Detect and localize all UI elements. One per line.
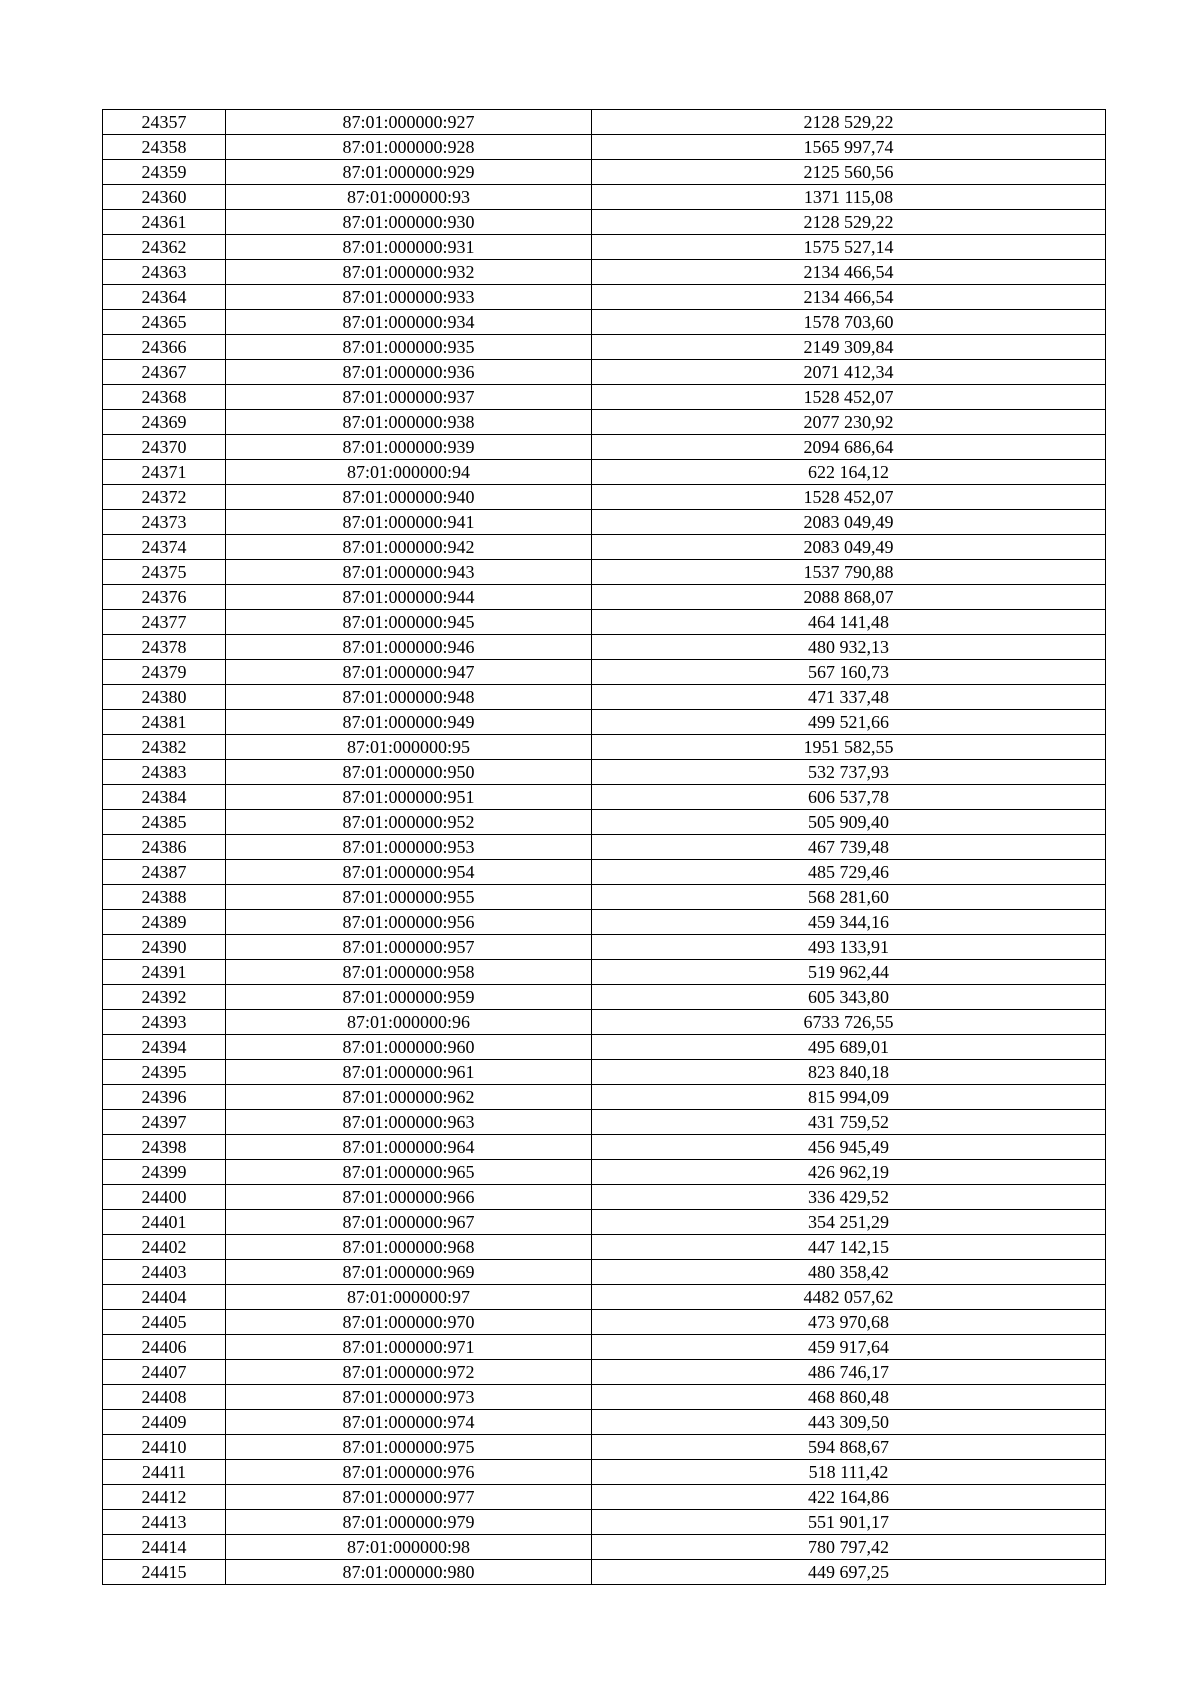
table-row xyxy=(103,1460,1106,1485)
cadastral-number-cell: 87:01:000000:931 xyxy=(226,235,592,260)
cadastral-value-cell: 567 160,73 xyxy=(592,660,1106,685)
cadastral-value-cell: 471 337,48 xyxy=(592,685,1106,710)
cadastral-value-cell: 499 521,66 xyxy=(592,710,1106,735)
table-row xyxy=(103,1185,1106,1210)
row-number-cell: 24385 xyxy=(103,810,226,835)
cadastral-number-cell: 87:01:000000:956 xyxy=(226,910,592,935)
table-row xyxy=(103,810,1106,835)
row-number-cell: 24394 xyxy=(103,1035,226,1060)
cadastral-value-cell: 1951 582,55 xyxy=(592,735,1106,760)
cadastral-number-cell: 87:01:000000:954 xyxy=(226,860,592,885)
cadastral-value-cell: 606 537,78 xyxy=(592,785,1106,810)
cadastral-value-cell: 2149 309,84 xyxy=(592,335,1106,360)
cadastral-number-cell: 87:01:000000:98 xyxy=(226,1535,592,1560)
cadastral-value-cell: 480 932,13 xyxy=(592,635,1106,660)
cadastral-number-cell: 87:01:000000:962 xyxy=(226,1085,592,1110)
row-number-cell: 24370 xyxy=(103,435,226,460)
row-number-cell: 24371 xyxy=(103,460,226,485)
table-row xyxy=(103,160,1106,185)
cadastral-number-cell: 87:01:000000:951 xyxy=(226,785,592,810)
table-row xyxy=(103,635,1106,660)
table-row xyxy=(103,785,1106,810)
row-number-cell: 24402 xyxy=(103,1235,226,1260)
cadastral-number-cell: 87:01:000000:946 xyxy=(226,635,592,660)
cadastral-number-cell: 87:01:000000:938 xyxy=(226,410,592,435)
cadastral-number-cell: 87:01:000000:972 xyxy=(226,1360,592,1385)
row-number-cell: 24378 xyxy=(103,635,226,660)
row-number-cell: 24376 xyxy=(103,585,226,610)
row-number-cell: 24384 xyxy=(103,785,226,810)
table-row xyxy=(103,610,1106,635)
row-number-cell: 24358 xyxy=(103,135,226,160)
table-row xyxy=(103,1235,1106,1260)
row-number-cell: 24403 xyxy=(103,1260,226,1285)
cadastral-value-cell: 594 868,67 xyxy=(592,1435,1106,1460)
row-number-cell: 24363 xyxy=(103,260,226,285)
table-row xyxy=(103,1485,1106,1510)
row-number-cell: 24414 xyxy=(103,1535,226,1560)
cadastral-number-cell: 87:01:000000:935 xyxy=(226,335,592,360)
cadastral-value-cell: 1537 790,88 xyxy=(592,560,1106,585)
row-number-cell: 24405 xyxy=(103,1310,226,1335)
cadastral-value-cell: 622 164,12 xyxy=(592,460,1106,485)
table-row xyxy=(103,1310,1106,1335)
cadastral-value-cell: 336 429,52 xyxy=(592,1185,1106,1210)
row-number-cell: 24357 xyxy=(103,110,226,135)
cadastral-value-cell: 505 909,40 xyxy=(592,810,1106,835)
cadastral-number-cell: 87:01:000000:980 xyxy=(226,1560,592,1585)
cadastral-value-cell: 2077 230,92 xyxy=(592,410,1106,435)
row-number-cell: 24407 xyxy=(103,1360,226,1385)
row-number-cell: 24397 xyxy=(103,1110,226,1135)
cadastral-value-cell: 1575 527,14 xyxy=(592,235,1106,260)
table-row xyxy=(103,535,1106,560)
table-row xyxy=(103,360,1106,385)
table-row xyxy=(103,1385,1106,1410)
cadastral-value-cell: 422 164,86 xyxy=(592,1485,1106,1510)
cadastral-number-cell: 87:01:000000:95 xyxy=(226,735,592,760)
table-row xyxy=(103,1110,1106,1135)
row-number-cell: 24361 xyxy=(103,210,226,235)
cadastral-number-cell: 87:01:000000:949 xyxy=(226,710,592,735)
cadastral-value-cell: 1528 452,07 xyxy=(592,385,1106,410)
table-row xyxy=(103,1335,1106,1360)
cadastral-number-cell: 87:01:000000:966 xyxy=(226,1185,592,1210)
table-row xyxy=(103,1035,1106,1060)
cadastral-value-cell: 2134 466,54 xyxy=(592,260,1106,285)
table-row xyxy=(103,860,1106,885)
row-number-cell: 24415 xyxy=(103,1560,226,1585)
cadastral-value-cell: 823 840,18 xyxy=(592,1060,1106,1085)
table-row xyxy=(103,835,1106,860)
table-row xyxy=(103,1410,1106,1435)
row-number-cell: 24393 xyxy=(103,1010,226,1035)
row-number-cell: 24383 xyxy=(103,760,226,785)
table-row xyxy=(103,710,1106,735)
table-row xyxy=(103,460,1106,485)
cadastral-value-cell: 480 358,42 xyxy=(592,1260,1106,1285)
table-row xyxy=(103,110,1106,135)
row-number-cell: 24389 xyxy=(103,910,226,935)
table-row xyxy=(103,1285,1106,1310)
cadastral-value-cell: 459 344,16 xyxy=(592,910,1106,935)
table-row xyxy=(103,660,1106,685)
row-number-cell: 24398 xyxy=(103,1135,226,1160)
row-number-cell: 24364 xyxy=(103,285,226,310)
row-number-cell: 24380 xyxy=(103,685,226,710)
row-number-cell: 24373 xyxy=(103,510,226,535)
cadastral-number-cell: 87:01:000000:929 xyxy=(226,160,592,185)
table-row xyxy=(103,1010,1106,1035)
table-row xyxy=(103,1060,1106,1085)
table-row xyxy=(103,260,1106,285)
table-row xyxy=(103,985,1106,1010)
cadastral-value-cell: 486 746,17 xyxy=(592,1360,1106,1385)
cadastral-number-cell: 87:01:000000:959 xyxy=(226,985,592,1010)
cadastral-number-cell: 87:01:000000:971 xyxy=(226,1335,592,1360)
cadastral-value-cell: 1578 703,60 xyxy=(592,310,1106,335)
table-row xyxy=(103,135,1106,160)
cadastral-value-cell: 2088 868,07 xyxy=(592,585,1106,610)
cadastral-value-cell: 532 737,93 xyxy=(592,760,1106,785)
cadastral-number-cell: 87:01:000000:940 xyxy=(226,485,592,510)
cadastral-number-cell: 87:01:000000:933 xyxy=(226,285,592,310)
table-row xyxy=(103,1135,1106,1160)
cadastral-value-cell: 443 309,50 xyxy=(592,1410,1106,1435)
row-number-cell: 24411 xyxy=(103,1460,226,1485)
table-row xyxy=(103,1210,1106,1235)
cadastral-number-cell: 87:01:000000:94 xyxy=(226,460,592,485)
cadastral-value-cell: 6733 726,55 xyxy=(592,1010,1106,1035)
row-number-cell: 24388 xyxy=(103,885,226,910)
cadastral-number-cell: 87:01:000000:948 xyxy=(226,685,592,710)
cadastral-value-cell: 447 142,15 xyxy=(592,1235,1106,1260)
table-row xyxy=(103,335,1106,360)
cadastral-value-cell: 4482 057,62 xyxy=(592,1285,1106,1310)
row-number-cell: 24390 xyxy=(103,935,226,960)
table-row xyxy=(103,560,1106,585)
cadastral-value-cell: 568 281,60 xyxy=(592,885,1106,910)
cadastral-value-cell: 473 970,68 xyxy=(592,1310,1106,1335)
table-row xyxy=(103,1435,1106,1460)
cadastral-value-cell: 2128 529,22 xyxy=(592,210,1106,235)
cadastral-number-cell: 87:01:000000:947 xyxy=(226,660,592,685)
cadastral-number-cell: 87:01:000000:968 xyxy=(226,1235,592,1260)
row-number-cell: 24372 xyxy=(103,485,226,510)
row-number-cell: 24412 xyxy=(103,1485,226,1510)
cadastral-number-cell: 87:01:000000:97 xyxy=(226,1285,592,1310)
cadastral-value-cell: 1565 997,74 xyxy=(592,135,1106,160)
cadastral-value-table xyxy=(102,109,1106,1585)
cadastral-number-cell: 87:01:000000:927 xyxy=(226,110,592,135)
cadastral-number-cell: 87:01:000000:976 xyxy=(226,1460,592,1485)
table-row xyxy=(103,385,1106,410)
table-row xyxy=(103,210,1106,235)
cadastral-number-cell: 87:01:000000:953 xyxy=(226,835,592,860)
cadastral-value-cell: 495 689,01 xyxy=(592,1035,1106,1060)
table-row xyxy=(103,685,1106,710)
cadastral-number-cell: 87:01:000000:930 xyxy=(226,210,592,235)
row-number-cell: 24401 xyxy=(103,1210,226,1235)
table-row xyxy=(103,185,1106,210)
cadastral-value-cell: 780 797,42 xyxy=(592,1535,1106,1560)
cadastral-value-cell: 431 759,52 xyxy=(592,1110,1106,1135)
row-number-cell: 24395 xyxy=(103,1060,226,1085)
cadastral-value-cell: 456 945,49 xyxy=(592,1135,1106,1160)
table-row xyxy=(103,960,1106,985)
table-row xyxy=(103,1160,1106,1185)
row-number-cell: 24382 xyxy=(103,735,226,760)
cadastral-value-cell: 2083 049,49 xyxy=(592,510,1106,535)
row-number-cell: 24408 xyxy=(103,1385,226,1410)
cadastral-value-cell: 493 133,91 xyxy=(592,935,1106,960)
row-number-cell: 24365 xyxy=(103,310,226,335)
cadastral-number-cell: 87:01:000000:967 xyxy=(226,1210,592,1235)
cadastral-number-cell: 87:01:000000:943 xyxy=(226,560,592,585)
row-number-cell: 24406 xyxy=(103,1335,226,1360)
table-row xyxy=(103,735,1106,760)
row-number-cell: 24410 xyxy=(103,1435,226,1460)
table-row xyxy=(103,760,1106,785)
row-number-cell: 24404 xyxy=(103,1285,226,1310)
table-row xyxy=(103,285,1106,310)
table-row xyxy=(103,310,1106,335)
table-row xyxy=(103,1510,1106,1535)
cadastral-number-cell: 87:01:000000:960 xyxy=(226,1035,592,1060)
cadastral-number-cell: 87:01:000000:950 xyxy=(226,760,592,785)
cadastral-number-cell: 87:01:000000:942 xyxy=(226,535,592,560)
cadastral-number-cell: 87:01:000000:961 xyxy=(226,1060,592,1085)
cadastral-number-cell: 87:01:000000:977 xyxy=(226,1485,592,1510)
row-number-cell: 24396 xyxy=(103,1085,226,1110)
cadastral-value-cell: 2094 686,64 xyxy=(592,435,1106,460)
cadastral-number-cell: 87:01:000000:964 xyxy=(226,1135,592,1160)
row-number-cell: 24366 xyxy=(103,335,226,360)
cadastral-value-cell: 2125 560,56 xyxy=(592,160,1106,185)
table-row xyxy=(103,885,1106,910)
cadastral-value-cell: 459 917,64 xyxy=(592,1335,1106,1360)
cadastral-number-cell: 87:01:000000:975 xyxy=(226,1435,592,1460)
table-row xyxy=(103,235,1106,260)
cadastral-value-cell: 2128 529,22 xyxy=(592,110,1106,135)
table-row xyxy=(103,410,1106,435)
table-row xyxy=(103,435,1106,460)
cadastral-number-cell: 87:01:000000:965 xyxy=(226,1160,592,1185)
cadastral-value-cell: 815 994,09 xyxy=(592,1085,1106,1110)
cadastral-number-cell: 87:01:000000:93 xyxy=(226,185,592,210)
row-number-cell: 24400 xyxy=(103,1185,226,1210)
cadastral-number-cell: 87:01:000000:928 xyxy=(226,135,592,160)
cadastral-value-cell: 518 111,42 xyxy=(592,1460,1106,1485)
table-row xyxy=(103,1085,1106,1110)
cadastral-number-cell: 87:01:000000:936 xyxy=(226,360,592,385)
cadastral-value-cell: 468 860,48 xyxy=(592,1385,1106,1410)
row-number-cell: 24360 xyxy=(103,185,226,210)
cadastral-value-cell: 449 697,25 xyxy=(592,1560,1106,1585)
table-row xyxy=(103,1535,1106,1560)
cadastral-value-cell: 354 251,29 xyxy=(592,1210,1106,1235)
cadastral-number-cell: 87:01:000000:963 xyxy=(226,1110,592,1135)
cadastral-value-cell: 464 141,48 xyxy=(592,610,1106,635)
row-number-cell: 24379 xyxy=(103,660,226,685)
cadastral-value-cell: 2071 412,34 xyxy=(592,360,1106,385)
cadastral-number-cell: 87:01:000000:945 xyxy=(226,610,592,635)
cadastral-value-cell: 2083 049,49 xyxy=(592,535,1106,560)
cadastral-value-cell: 605 343,80 xyxy=(592,985,1106,1010)
row-number-cell: 24369 xyxy=(103,410,226,435)
row-number-cell: 24386 xyxy=(103,835,226,860)
row-number-cell: 24362 xyxy=(103,235,226,260)
cadastral-number-cell: 87:01:000000:974 xyxy=(226,1410,592,1435)
cadastral-value-cell: 485 729,46 xyxy=(592,860,1106,885)
cadastral-number-cell: 87:01:000000:937 xyxy=(226,385,592,410)
table-row xyxy=(103,510,1106,535)
row-number-cell: 24359 xyxy=(103,160,226,185)
cadastral-number-cell: 87:01:000000:934 xyxy=(226,310,592,335)
cadastral-number-cell: 87:01:000000:941 xyxy=(226,510,592,535)
cadastral-value-cell: 467 739,48 xyxy=(592,835,1106,860)
cadastral-number-cell: 87:01:000000:952 xyxy=(226,810,592,835)
cadastral-number-cell: 87:01:000000:932 xyxy=(226,260,592,285)
row-number-cell: 24374 xyxy=(103,535,226,560)
cadastral-number-cell: 87:01:000000:955 xyxy=(226,885,592,910)
row-number-cell: 24413 xyxy=(103,1510,226,1535)
cadastral-number-cell: 87:01:000000:970 xyxy=(226,1310,592,1335)
row-number-cell: 24375 xyxy=(103,560,226,585)
cadastral-value-cell: 2134 466,54 xyxy=(592,285,1106,310)
cadastral-value-cell: 1528 452,07 xyxy=(592,485,1106,510)
cadastral-number-cell: 87:01:000000:96 xyxy=(226,1010,592,1035)
table-row xyxy=(103,585,1106,610)
cadastral-number-cell: 87:01:000000:958 xyxy=(226,960,592,985)
table-body xyxy=(103,110,1106,1585)
cadastral-number-cell: 87:01:000000:957 xyxy=(226,935,592,960)
cadastral-value-cell: 551 901,17 xyxy=(592,1510,1106,1535)
row-number-cell: 24409 xyxy=(103,1410,226,1435)
row-number-cell: 24381 xyxy=(103,710,226,735)
row-number-cell: 24377 xyxy=(103,610,226,635)
row-number-cell: 24392 xyxy=(103,985,226,1010)
table-row xyxy=(103,1560,1106,1585)
cadastral-value-cell: 426 962,19 xyxy=(592,1160,1106,1185)
cadastral-number-cell: 87:01:000000:969 xyxy=(226,1260,592,1285)
row-number-cell: 24368 xyxy=(103,385,226,410)
cadastral-number-cell: 87:01:000000:944 xyxy=(226,585,592,610)
row-number-cell: 24391 xyxy=(103,960,226,985)
table-row xyxy=(103,1260,1106,1285)
cadastral-value-cell: 519 962,44 xyxy=(592,960,1106,985)
row-number-cell: 24367 xyxy=(103,360,226,385)
cadastral-number-cell: 87:01:000000:939 xyxy=(226,435,592,460)
cadastral-number-cell: 87:01:000000:979 xyxy=(226,1510,592,1535)
table-row xyxy=(103,1360,1106,1385)
table-row xyxy=(103,935,1106,960)
cadastral-number-cell: 87:01:000000:973 xyxy=(226,1385,592,1410)
row-number-cell: 24399 xyxy=(103,1160,226,1185)
table-row xyxy=(103,910,1106,935)
table-row xyxy=(103,485,1106,510)
cadastral-value-cell: 1371 115,08 xyxy=(592,185,1106,210)
row-number-cell: 24387 xyxy=(103,860,226,885)
